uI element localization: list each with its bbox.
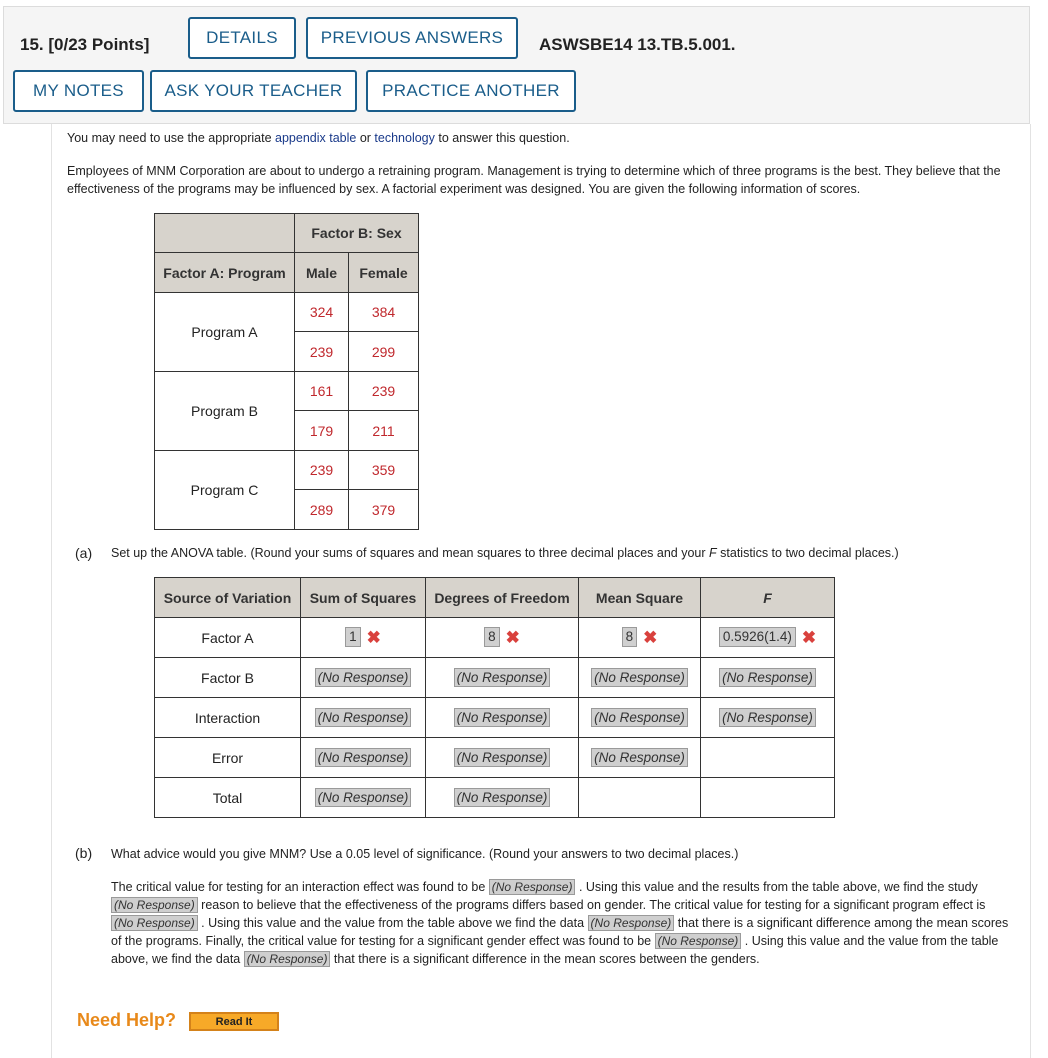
response-field[interactable]: (No Response): [719, 668, 816, 687]
part-b-question: What advice would you give MNM? Use a 0.05 level of significance. (Round your answers to two decimal places.): [111, 847, 739, 861]
data-cell: 239: [295, 332, 349, 372]
response-field[interactable]: (No Response): [591, 668, 688, 687]
ss-cell: [301, 618, 426, 658]
response-field[interactable]: (No Response): [454, 788, 551, 807]
source-header: Source of Variation: [155, 578, 301, 618]
empty-header-cell: [155, 214, 295, 253]
f-cell: [701, 618, 835, 658]
factor-a-header: Factor A: Program: [155, 253, 295, 293]
response-field[interactable]: (No Response): [489, 879, 576, 895]
program-label: Program A: [155, 293, 295, 372]
part-a-instruction: Set up the ANOVA table. (Round your sums of squares and mean squares to three decimal places and your F statistics to two decimal places.): [111, 546, 899, 560]
data-cell: 299: [349, 332, 419, 372]
incorrect-icon: ✖: [366, 627, 381, 647]
response-field[interactable]: (No Response): [111, 897, 198, 913]
program-label: Program B: [155, 372, 295, 451]
row-label: Factor A: [155, 618, 301, 658]
response-field[interactable]: (No Response): [588, 915, 675, 931]
points-label: [0/23 Points]: [48, 35, 150, 54]
df-cell: [426, 618, 579, 658]
row-label: Error: [155, 738, 301, 778]
details-button[interactable]: DETAILS: [188, 17, 296, 59]
incorrect-icon: ✖: [643, 627, 658, 647]
appendix-table-link[interactable]: appendix table: [275, 131, 357, 145]
response-field[interactable]: (No Response): [315, 748, 412, 767]
technology-link[interactable]: technology: [374, 131, 435, 145]
data-cell: 239: [349, 372, 419, 411]
data-cell: 289: [295, 490, 349, 530]
part-a-label: (a): [75, 545, 93, 561]
female-header: Female: [349, 253, 419, 293]
my-notes-button[interactable]: MY NOTES: [13, 70, 144, 112]
previous-answers-button[interactable]: PREVIOUS ANSWERS: [306, 17, 518, 59]
response-field[interactable]: (No Response): [591, 708, 688, 727]
practice-another-button[interactable]: PRACTICE ANOTHER: [366, 70, 576, 112]
question-header: [3, 6, 1030, 124]
part-b-label: (b): [75, 845, 93, 861]
incorrect-icon: ✖: [801, 627, 817, 647]
read-it-button[interactable]: Read It: [189, 1012, 279, 1031]
program-label: Program C: [155, 451, 295, 530]
row-label: Factor B: [155, 658, 301, 698]
response-field[interactable]: (No Response): [315, 708, 412, 727]
ss-header: Sum of Squares: [301, 578, 426, 618]
ms-header: Mean Square: [579, 578, 701, 618]
data-cell: 359: [349, 451, 419, 490]
empty-cell: [701, 738, 835, 778]
response-field[interactable]: (No Response): [591, 748, 688, 767]
answer-field[interactable]: 8: [622, 627, 638, 647]
response-field[interactable]: (No Response): [454, 708, 551, 727]
df-header: Degrees of Freedom: [426, 578, 579, 618]
problem-text: Employees of MNM Corporation are about to undergo a retraining program. Management is trying to determine which of three programs is the best. They believe that the effectiveness of the programs may be influenced by sex. A factorial experiment was designed. You are given the following information of scores.: [67, 164, 1001, 196]
answer-field[interactable]: 8: [484, 627, 500, 647]
question-number: 15. [0/23 Points]: [20, 35, 150, 54]
data-cell: 179: [295, 411, 349, 451]
data-cell: 379: [349, 490, 419, 530]
response-field[interactable]: (No Response): [315, 668, 412, 687]
incorrect-icon: ✖: [505, 627, 520, 647]
question-id: ASWSBE14 13.TB.5.001.: [539, 35, 736, 54]
data-cell: 211: [349, 411, 419, 451]
ms-cell: [579, 618, 701, 658]
empty-cell: [701, 778, 835, 818]
response-field[interactable]: (No Response): [719, 708, 816, 727]
anova-table: [154, 577, 835, 818]
data-cell: 384: [349, 293, 419, 332]
need-help-label: Need Help?: [77, 1010, 177, 1030]
response-field[interactable]: (No Response): [244, 951, 331, 967]
row-label: Total: [155, 778, 301, 818]
factor-b-header: Factor B: Sex: [295, 214, 419, 253]
male-header: Male: [295, 253, 349, 293]
part-b-answer-paragraph: The critical value for testing for an interaction effect was found to be (No Response) . Using this value and the results from the table above, we find the study (No Response) reason to believe that the effectiveness of the programs differs based on gender. The critical value for testing for a significant program effect is (No Response) . Using this value and the value from the table above we find the data (No Response) that there is a significant difference among the mean scores of the programs. Finally, the critical value for testing for a significant gender effect was found to be (No Response) . Using this value and the value from the table above, we find the data (No Response) that there is a significant difference in the mean scores between the genders.: [111, 880, 1009, 966]
empty-cell: [579, 778, 701, 818]
response-field[interactable]: (No Response): [655, 933, 742, 949]
response-field[interactable]: (No Response): [111, 915, 198, 931]
response-field[interactable]: (No Response): [454, 748, 551, 767]
answer-field[interactable]: 1: [345, 627, 361, 647]
answer-field[interactable]: 0.5926(1.4): [719, 627, 796, 647]
intro-line: You may need to use the appropriate appendix table or technology to answer this question.: [67, 131, 570, 145]
response-field[interactable]: (No Response): [454, 668, 551, 687]
factorial-data-table: [154, 213, 419, 530]
ask-teacher-button[interactable]: ASK YOUR TEACHER: [150, 70, 357, 112]
data-cell: 324: [295, 293, 349, 332]
f-header: F: [701, 578, 835, 618]
response-field[interactable]: (No Response): [315, 788, 412, 807]
data-cell: 239: [295, 451, 349, 490]
data-cell: 161: [295, 372, 349, 411]
row-label: Interaction: [155, 698, 301, 738]
